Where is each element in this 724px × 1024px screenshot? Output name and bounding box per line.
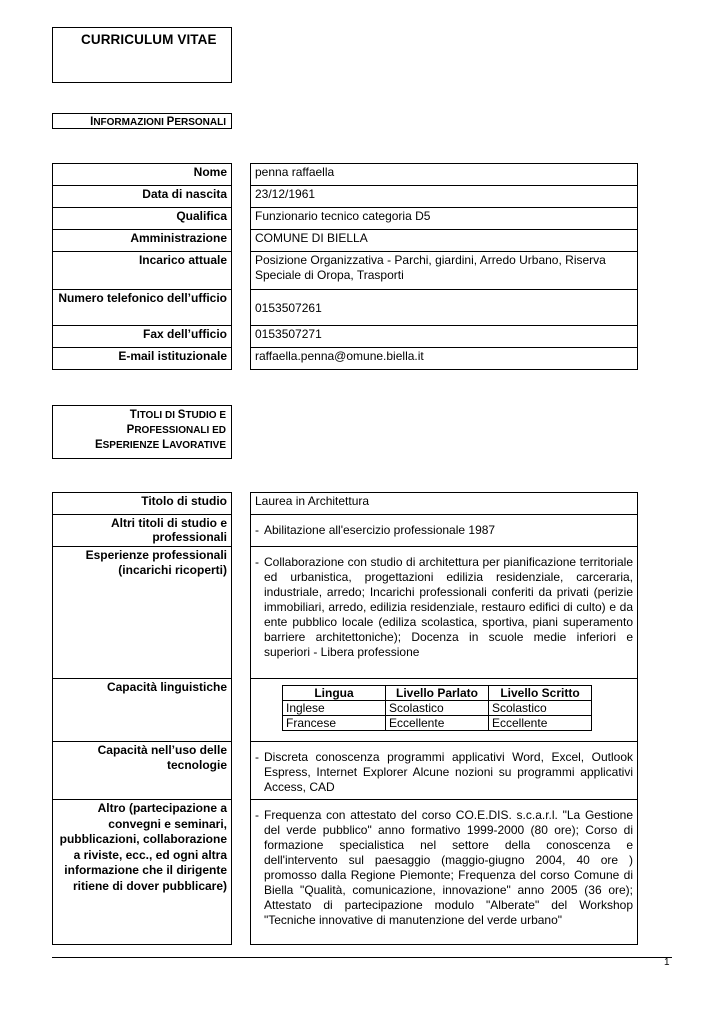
field-value — [251, 800, 638, 945]
table-row — [53, 164, 638, 186]
language-table — [282, 685, 592, 731]
table-cell: Eccellente — [386, 716, 489, 731]
page-title: CURRICULUM VITAE — [81, 32, 217, 47]
table-row — [53, 348, 638, 370]
field-label: Incarico attuale — [53, 252, 232, 290]
table-row — [53, 800, 638, 945]
table-row — [283, 716, 592, 731]
field-value: penna raffaella — [251, 164, 638, 186]
cv-title-box — [52, 27, 232, 83]
field-value — [251, 742, 638, 800]
field-label: E-mail istituzionale — [53, 348, 232, 370]
list-dash: - — [255, 808, 259, 822]
section-personal-heading — [52, 113, 232, 129]
field-value — [251, 679, 638, 742]
table-cell: Francese — [283, 716, 386, 731]
table-cell: Eccellente — [489, 716, 592, 731]
heading-part: ERSONALI — [174, 117, 226, 128]
column-header: Livello Scritto — [489, 686, 592, 701]
item-text: Frequenza con attestato del corso CO.E.DIS. s.c.a.r.l. "La Gestione del verde pubblico" anno formativo 1999-2000 (80 ore); Corso di formazione specialistica nel settore della conoscenza e dell'intervento sul paesaggio (maggio-giugno 2004, 40 ore ) promosso dalla Regione Piemonte; Frequenza del corso Comune di Biella "Qualità, comunicazione, innovazione" anno 2005 (36 ore); Attestato di partecipazione modulo "Alberate" del Workshop "Tecniche innovative di manutenzione del verde urbano" — [264, 808, 633, 927]
table-row — [53, 326, 638, 348]
heading-part: NFORMAZIONI — [93, 117, 167, 128]
list-dash: - — [255, 555, 259, 569]
item-text: Abilitazione all'esercizio professionale 1987 — [264, 523, 496, 537]
field-value — [251, 515, 638, 547]
field-value: 0153507271 — [251, 326, 638, 348]
heading-line: ESPERIENZE LAVORATIVE — [94, 439, 226, 451]
field-label: Qualifica — [53, 208, 232, 230]
table-row — [53, 547, 638, 679]
field-label: Numero telefonico dell’ufficio — [53, 290, 232, 326]
table-row — [53, 252, 638, 290]
table-cell: Scolastico — [489, 701, 592, 716]
field-label: Nome — [53, 164, 232, 186]
personal-info-table — [52, 163, 638, 370]
field-value: Funzionario tecnico categoria D5 — [251, 208, 638, 230]
table-row — [53, 679, 638, 742]
field-value: COMUNE DI BIELLA — [251, 230, 638, 252]
experience-table — [52, 492, 638, 945]
table-row — [283, 701, 592, 716]
field-label: Esperienze professionali (incarichi ricoperti) — [53, 547, 232, 679]
table-row — [53, 208, 638, 230]
table-row — [53, 186, 638, 208]
footer-divider — [52, 957, 672, 958]
field-value — [251, 547, 638, 679]
column-header: Lingua — [283, 686, 386, 701]
table-row — [53, 515, 638, 547]
table-row — [53, 493, 638, 515]
heading-part: I — [90, 116, 94, 128]
field-value: Posizione Organizzativa - Parchi, giardini, Arredo Urbano, Riserva Speciale di Oropa, Trasporti — [251, 252, 638, 290]
field-value: 23/12/1961 — [251, 186, 638, 208]
list-dash: - — [255, 750, 259, 764]
table-row — [53, 230, 638, 252]
table-cell: Scolastico — [386, 701, 489, 716]
field-label: Titolo di studio — [53, 493, 232, 515]
item-text: Discreta conoscenza programmi applicativi Word, Excel, Outlook Espress, Internet Explorer Alcune nozioni su programmi applicativi Access, CAD — [264, 750, 633, 794]
field-label: Capacità linguistiche — [53, 679, 232, 742]
table-row — [53, 290, 638, 326]
table-cell: Inglese — [283, 701, 386, 716]
heading-line: TITOLI DI STUDIO E — [129, 409, 226, 421]
field-label: Altro (partecipazione a convegni e seminari, pubblicazioni, collaborazione a riviste, ecc., ed ogni altra informazione che il dirigente ritiene di dover pubblicare) — [53, 800, 232, 945]
heading-part: P — [166, 116, 175, 128]
list-dash: - — [255, 523, 259, 537]
field-label: Fax dell’ufficio — [53, 326, 232, 348]
item-text: Collaborazione con studio di architettura per pianificazione territoriale ed urbanistica, progettazioni edilizia residenziale, carceraria, industriale, arredo; Incarichi professionali conferiti da privati (perizie immobiliari, arredo, edilizia residenziale, restauro edifici di culto) e da ente pubblico locale (ediliza scolastica, sportiva, piani superamento barriere architettoniche); Docenza in scuole medie inferiori e superiori - Libera professione — [264, 555, 633, 659]
section-studies-heading — [52, 405, 232, 459]
field-label: Amministrazione — [53, 230, 232, 252]
field-value: Laurea in Architettura — [251, 493, 638, 515]
field-label: Data di nascita — [53, 186, 232, 208]
field-label: Altri titoli di studio e professionali — [53, 515, 232, 547]
heading-line: PROFESSIONALI ED — [126, 424, 226, 436]
page-number: 1 — [664, 957, 670, 968]
table-row — [283, 686, 592, 701]
field-value: 0153507261 — [251, 290, 638, 326]
table-row — [53, 742, 638, 800]
field-label: Capacità nell’uso delle tecnologie — [53, 742, 232, 800]
column-header: Livello Parlato — [386, 686, 489, 701]
field-value: raffaella.penna@omune.biella.it — [251, 348, 638, 370]
